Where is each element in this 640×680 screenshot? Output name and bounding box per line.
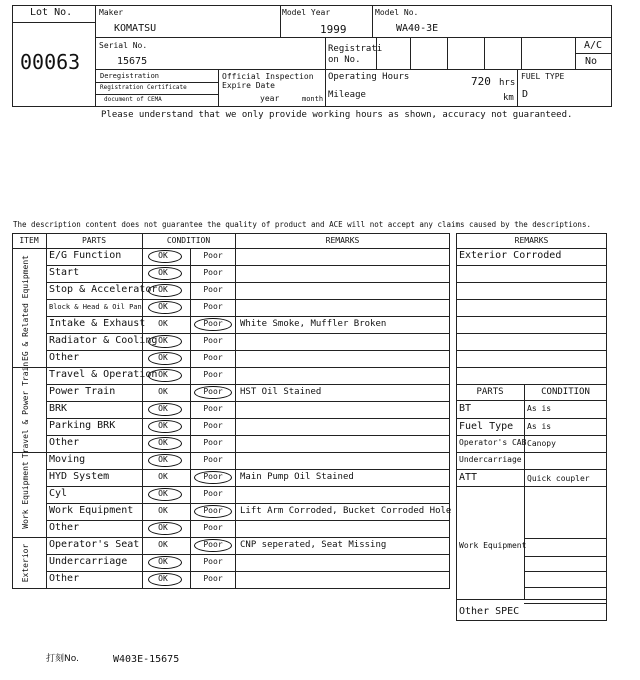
part-name: E/G Function [49,250,122,261]
poor-option: Poor [203,268,223,277]
row-divider [456,367,607,368]
ok-option: OK [158,523,168,532]
group-label: Exterior [21,543,30,582]
remark-text: HST Oil Stained [240,387,322,397]
selection-circle [148,437,182,450]
remark-text: Main Pump Oil Stained [240,472,354,482]
row-divider [456,435,607,436]
hrs-unit: hrs [499,78,516,88]
divider [484,37,485,69]
selection-circle [148,284,182,297]
ok-option: OK [158,336,168,345]
poor-option: Poor [203,506,223,515]
row-divider [46,333,450,334]
ok-option: OK [158,319,168,328]
row-divider [456,316,607,317]
model-year-value: 1999 [320,23,347,36]
selection-circle [194,539,232,552]
lot-value: 00063 [20,50,81,74]
part-name: Start [49,267,80,278]
official-inspection-label: Official Inspection Expire Date [222,72,314,90]
selection-circle [148,335,182,348]
divider [447,37,448,69]
ok-option: OK [158,404,168,413]
row-divider [456,265,607,266]
mileage-label: Mileage [328,90,366,100]
right-part-condition: As is [527,422,552,431]
ok-option: OK [158,472,168,481]
divider [524,384,525,599]
row-divider [46,401,450,402]
divider [280,5,281,37]
right-part-condition: As is [527,404,552,413]
right-part-name: BT [459,403,472,414]
row-divider [46,282,450,283]
model-year-label: Model Year [282,8,331,17]
serial-label: Serial No. [99,41,148,50]
footer-value: W403E-15675 [113,654,180,665]
serial-value: 15675 [117,56,148,67]
part-name: Other [49,573,80,584]
row-divider [456,418,607,419]
row-divider [46,469,450,470]
selection-circle [148,573,182,586]
part-name: HYD System [49,471,110,482]
row-divider [46,486,450,487]
remark-text: Lift Arm Corroded, Bucket Corroded Hole [240,506,452,516]
part-name: Other [49,437,80,448]
part-name: Cyl [49,488,68,499]
month-label: month [302,95,324,103]
selection-circle [148,250,182,263]
row-divider [456,452,607,453]
row-divider [524,603,607,604]
ok-option: OK [158,540,168,549]
poor-option: Poor [203,438,223,447]
part-name: Stop & Accelerator [49,284,158,295]
remark-text: CNP seperated, Seat Missing [240,540,387,550]
maker-label: Maker [99,8,124,17]
poor-option: Poor [203,455,223,464]
right-part-name: Fuel Type [459,421,514,432]
poor-option: Poor [203,472,223,481]
parts-header: PARTS [81,236,107,245]
selection-circle [148,369,182,382]
disclaimer: The description content does not guarantee the quality of product and ACE will not accept any claims caused by the descriptions. [13,220,591,229]
ok-option: OK [158,370,168,379]
maker-value: KOMATSU [114,23,157,34]
right-parts-header: PARTS [476,387,504,397]
divider [325,37,326,107]
ok-option: OK [158,438,168,447]
poor-option: Poor [203,387,223,396]
row-divider [46,571,450,572]
selection-circle [148,420,182,433]
poor-option: Poor [203,404,223,413]
row-divider [456,333,607,334]
right-part-name: Operator's CAB [459,438,527,447]
selection-circle [148,454,182,467]
part-name: Other [49,352,80,363]
row-divider [456,282,607,283]
divider [95,37,612,38]
group-label: Work Equipment [21,460,30,529]
divider [190,452,191,537]
right-part-condition: Quick coupler [527,474,590,483]
part-name: Travel & Operation [49,369,158,380]
other-spec-label: Other SPEC [459,606,520,617]
divider [190,537,191,588]
selection-circle [194,386,232,399]
year-label: year [260,94,280,103]
hours-note: Please understand that we only provide working hours as shown, accuracy not guaranteed. [101,110,573,120]
fuel-type-value: D [522,89,529,100]
divider [235,537,236,588]
row-divider [46,503,450,504]
divider [142,452,143,537]
selection-circle [148,267,182,280]
divider [46,537,47,588]
row-divider [524,556,607,557]
poor-option: Poor [203,557,223,566]
divider [575,53,612,54]
right-part-condition: Canopy [527,439,556,448]
ok-option: OK [158,251,168,260]
row-divider [46,265,450,266]
lot-label: Lot No. [30,7,73,18]
lot-divider [12,22,95,23]
ok-option: OK [158,268,168,277]
poor-option: Poor [203,336,223,345]
part-name: Other [49,522,80,533]
row-divider [46,435,450,436]
part-name: Undercarriage [49,556,128,567]
selection-circle [148,488,182,501]
row-divider [46,384,450,385]
row-divider [46,520,450,521]
divider [372,5,373,37]
row-divider [524,538,607,539]
document-cema-label: document of CEMA [104,96,162,103]
row-divider [456,299,607,300]
registration-label: Registrati on No. [328,44,383,65]
divider [46,367,47,452]
footer-label: 打刻No. [46,654,79,664]
row-divider [456,469,607,470]
part-name: Intake & Exhaust [49,318,146,329]
poor-option: Poor [203,302,223,311]
row-divider [456,248,607,249]
ok-option: OK [158,285,168,294]
work-equipment-label: Work Equipment [459,541,527,550]
ac-value: No [585,56,598,67]
divider [142,537,143,588]
poor-option: Poor [203,523,223,532]
part-name: Radiator & Cooling [49,335,158,346]
poor-option: Poor [203,353,223,362]
table-header-row [12,233,450,249]
deregistration-label: Deregistration [100,72,160,80]
divider [95,5,96,107]
selection-circle [148,522,182,535]
divider [95,82,218,83]
poor-option: Poor [203,319,223,328]
poor-option: Poor [203,489,223,498]
operating-hours-label: Operating Hours [328,72,410,82]
divider [410,37,411,69]
right-part-name: Undercarriage [459,455,522,464]
divider [218,69,219,107]
condition-header: CONDITION [166,236,211,245]
divider [235,452,236,537]
ok-option: OK [158,506,168,515]
ok-option: OK [158,557,168,566]
remarks-header: REMARKS [325,236,360,245]
poor-option: Poor [203,370,223,379]
ok-option: OK [158,574,168,583]
row-divider [46,418,450,419]
selection-circle [194,471,232,484]
operating-hours-value: 720 [471,75,491,88]
fuel-type-label: FUEL TYPE [521,72,565,81]
divider [190,367,191,452]
group-label: EG & Related Equipment [21,254,30,361]
ok-option: OK [158,489,168,498]
poor-option: Poor [203,251,223,260]
part-name: Moving [49,454,86,465]
divider [521,37,522,69]
divider [142,233,143,248]
row-divider [456,350,607,351]
ok-option: OK [158,302,168,311]
row-divider [46,554,450,555]
row-divider [46,299,450,300]
poor-option: Poor [203,574,223,583]
divider [95,94,218,95]
registration-cert-label: Registration Certificate [100,84,187,91]
ok-option: OK [158,387,168,396]
part-name: Power Train [49,386,116,397]
selection-circle [194,318,232,331]
selection-circle [148,556,182,569]
remark-text: White Smoke, Muffler Broken [240,319,387,329]
part-name: Block & Head & Oil Pan [49,303,142,311]
poor-option: Poor [203,540,223,549]
model-no-value: WA40-3E [396,23,439,34]
part-name: Operator's Seat [49,539,140,550]
part-name: Work Equipment [49,505,134,516]
right-part-name: ATT [459,472,478,483]
parts-box [456,384,607,621]
remark-exterior: Exterior Corroded [459,250,562,261]
divider [235,367,236,452]
group-label: Travel & Power Train [21,361,30,458]
poor-option: Poor [203,285,223,294]
ok-option: OK [158,421,168,430]
ok-option: OK [158,455,168,464]
selection-circle [148,352,182,365]
selection-circle [148,403,182,416]
row-divider [524,587,607,588]
selection-circle [148,301,182,314]
item-header: ITEM [19,236,39,245]
km-unit: km [503,93,514,103]
divider [517,69,518,107]
part-name: BRK [49,403,68,414]
divider [95,69,612,70]
ok-option: OK [158,353,168,362]
right-remarks-header: REMARKS [514,236,549,245]
part-name: Parking BRK [49,420,116,431]
row-divider [46,350,450,351]
right-condition-header: CONDITION [541,387,590,397]
divider [46,233,47,248]
row-divider [456,486,607,487]
model-no-label: Model No. [375,8,419,17]
selection-circle [194,505,232,518]
row-divider [46,316,450,317]
row-divider [524,571,607,572]
divider [235,233,236,248]
row-divider [456,599,607,600]
poor-option: Poor [203,421,223,430]
divider [46,452,47,537]
row-divider [456,400,607,401]
ac-label: A/C [584,40,603,51]
